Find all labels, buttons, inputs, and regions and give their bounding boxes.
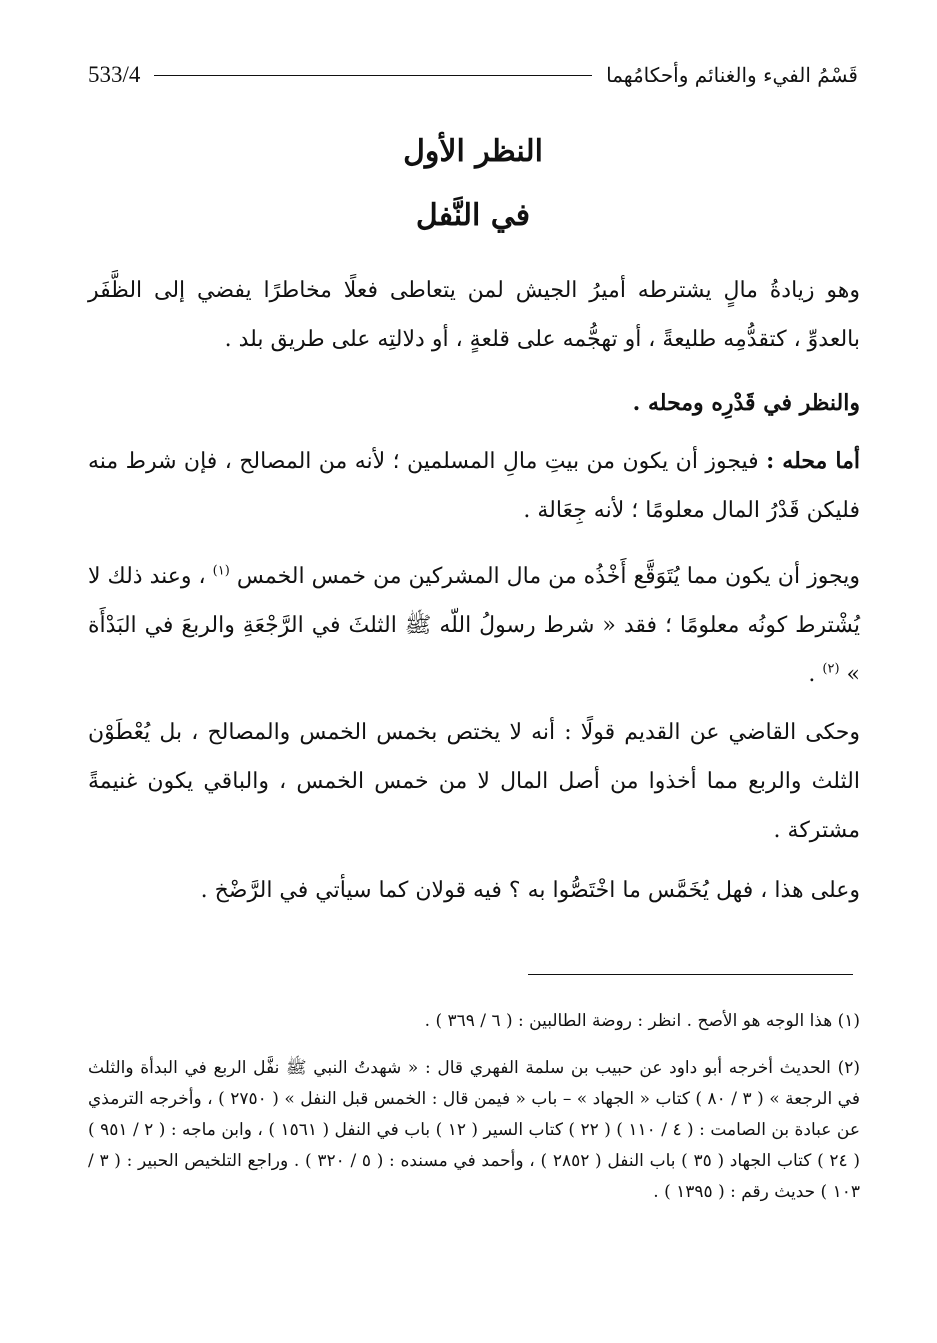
footnote-2: (٢) الحديث أخرجه أبو داود عن حبيب بن سلمة الفهري قال : « شهدتُ النبي ﷺ نفَّل الربع في البدأة والثلث في الرجعة » ( ٣ / ٨٠ ) كتاب « الجهاد » – باب « فيمن قال : الخمس قبل النفل » ( ٢٧٥٠ ) ، وأخرجه الترمذي عن عبادة بن الصامت : ( ٤ / ١١٠ ) ( ٢٢ ) كتاب السير ( ١٢ ) باب في النفل ( ١٥٦١ ) ، وابن ماجه : ( ٢ / ٩٥١ ) ( ٢٤ ) كتاب الجهاد ( ٣٥ ) باب النفل ( ٢٨٥٢ ) ، وأحمد في مسنده : ( ٥ / ٣٢٠ ) . وراجع التلخيص الحبير : ( ٣ / ١٠٣ ) حديث رقم : ( ١٣٩٥ ) . [88, 1058, 861, 1202]
header-rule [154, 75, 592, 76]
chapter-title: قَسْمُ الفيء والغنائم وأحكامُهما [606, 63, 858, 87]
subsection-heading: في النَّفل [415, 198, 531, 233]
paragraph-lead: أما محله : [766, 448, 860, 474]
running-header [88, 58, 858, 92]
footnote-separator [528, 974, 853, 975]
paragraph-definition: وهو زيادةُ مالٍ يشترطه أميرُ الجيش لمن يتعاطى فعلًا مخاطرًا يفضي إلى الظَّفَر بالعدوِّ ، كتقدُّمِه طليعةً ، أو تهجُّمه على قلعةٍ ، أو دلالتِه على طريق بلد . [88, 278, 860, 352]
paragraph-qadi: وحكى القاضي عن القديم قولًا : أنه لا يختص بخمس الخمس والمصالح ، بل يُعْطَوْن الثلث والربع مما أخذوا من أصل المال لا من خمس الخمس ، والباقي يكون غنيمةً مشتركة . [88, 720, 860, 843]
paragraph-text: ويجوز أن يكون مما يُتَوَقَّع أَخْذُه من مال المشركين من خمس الخمس [236, 564, 861, 589]
paragraph-end: . [808, 662, 816, 687]
footnote-ref-1[interactable]: (١) [212, 563, 230, 579]
paragraph-topic: والنظر في قَدْرِه ومحله . [632, 390, 860, 416]
footnote-ref-2[interactable]: (٢) [822, 661, 840, 677]
paragraph-fifth [88, 552, 860, 699]
paragraph-source [88, 437, 860, 535]
section-heading: النظر الأول [403, 134, 543, 169]
page-number: 533/4 [88, 62, 141, 87]
paragraph-text: فيجوز أن يكون من بيتِ مالِ المسلمين ؛ لأنه من المصالح ، فإن شرط منه فليكن قَدْرُ المال معلومًا ؛ لأنه جِعَالة . [88, 449, 860, 523]
paragraph-text-continued: ، وعند ذلك لا يُشْترط كونُه معلومًا ؛ فقد « شرط رسولُ اللّه ﷺ الثلثَ في الرَّجْعَةِ والربعَ في البَدْأَة » [88, 564, 860, 687]
paragraph-question: وعلى هذا ، فهل يُخَمَّس ما اخْتَصُّوا به ؟ فيه قولان كما سيأتي في الرَّضْخ . [200, 878, 860, 903]
footnote-1: (١) هذا الوجه هو الأصح . انظر : روضة الطالبين : ( ٦ / ٣٦٩ ) . [424, 1011, 860, 1031]
